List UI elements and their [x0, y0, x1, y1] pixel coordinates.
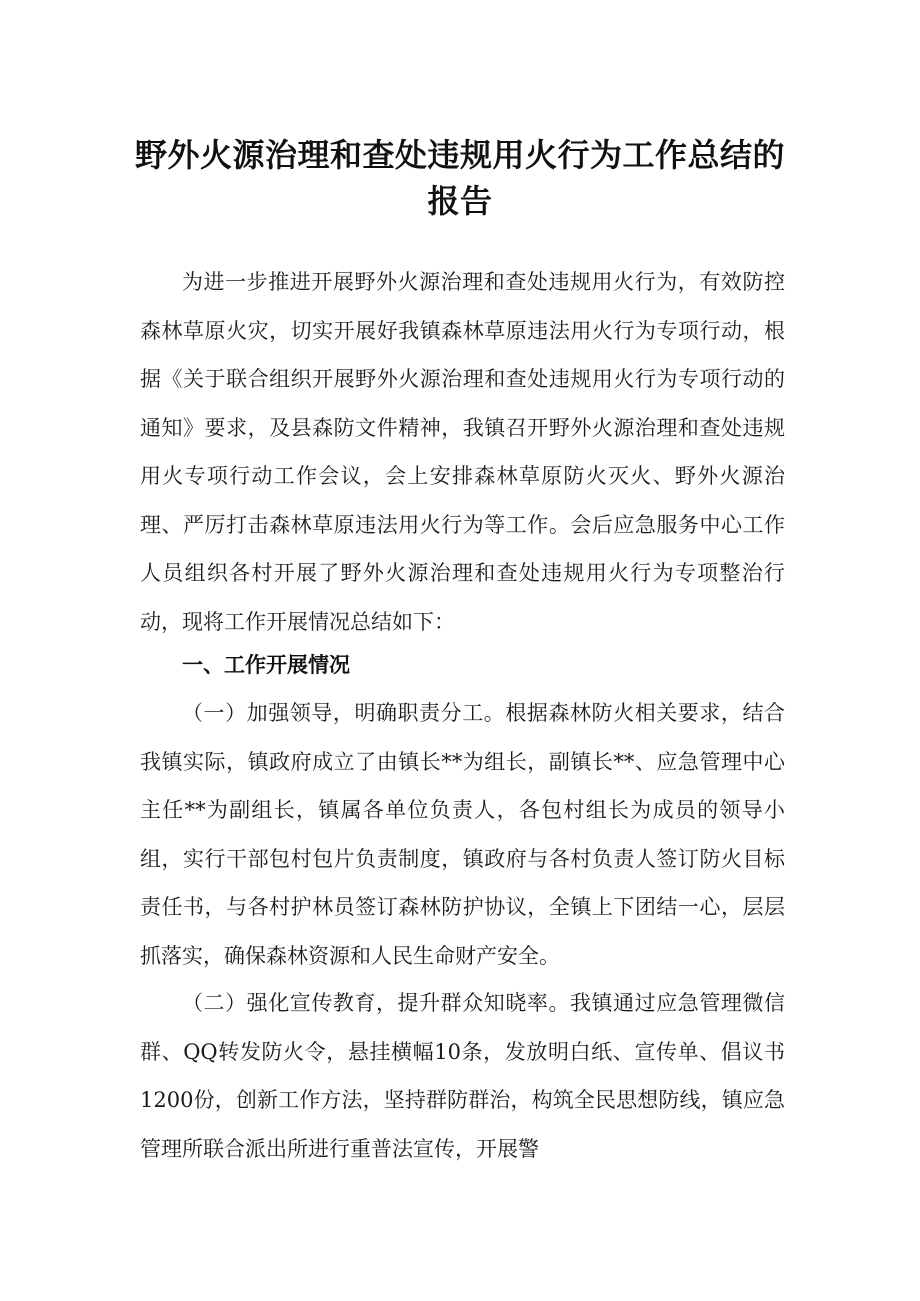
intro-paragraph: 为进一步推进开展野外火源治理和查处违规用火行为，有效防控森林草原火灾，切实开展好我镇森林草原违法用火行为专项行动，根据《关于联合组织开展野外火源治理和查处违规用火行为专项行动的通知》要求，及县森防文件精神，我镇召开野外火源治理和查处违规用火专项行动工作会议，会上安排森林草原防火灭火、野外火源治理、严厉打击森林草原违法用火行为等工作。会后应急服务中心工作人员组织各村开展了野外火源治理和查处违规用火行为专项整治行动，现将工作开展情况总结如下：	[140, 270, 785, 634]
paragraph-leadership: （一）加强领导，明确职责分工。根据森林防火相关要求，结合我镇实际，镇政府成立了由镇长**为组长，副镇长**、应急管理中心主任**为副组长，镇属各单位负责人，各包村组长为成员的领导小组，实行干部包村包片负责制度，镇政府与各村负责人签订防火目标责任书，与各村护林员签订森林防护协议，全镇上下团结一心，层层抓落实，确保森林资源和人民生命财产安全。	[140, 701, 785, 968]
section-heading: 一、工作开展情况	[182, 653, 350, 677]
paragraph-publicity: （二）强化宣传教育，提升群众知晓率。我镇通过应急管理微信群、QQ转发防火令，悬挂横幅10条，发放明白纸、宣传单、倡议书1200份，创新工作方法，坚持群防群治，构筑全民思想防线，镇应急管理所联合派出所进行重普法宣传，开展警	[140, 991, 785, 1161]
document-title: 野外火源治理和查处违规用火行为工作总结的报告	[134, 136, 785, 220]
